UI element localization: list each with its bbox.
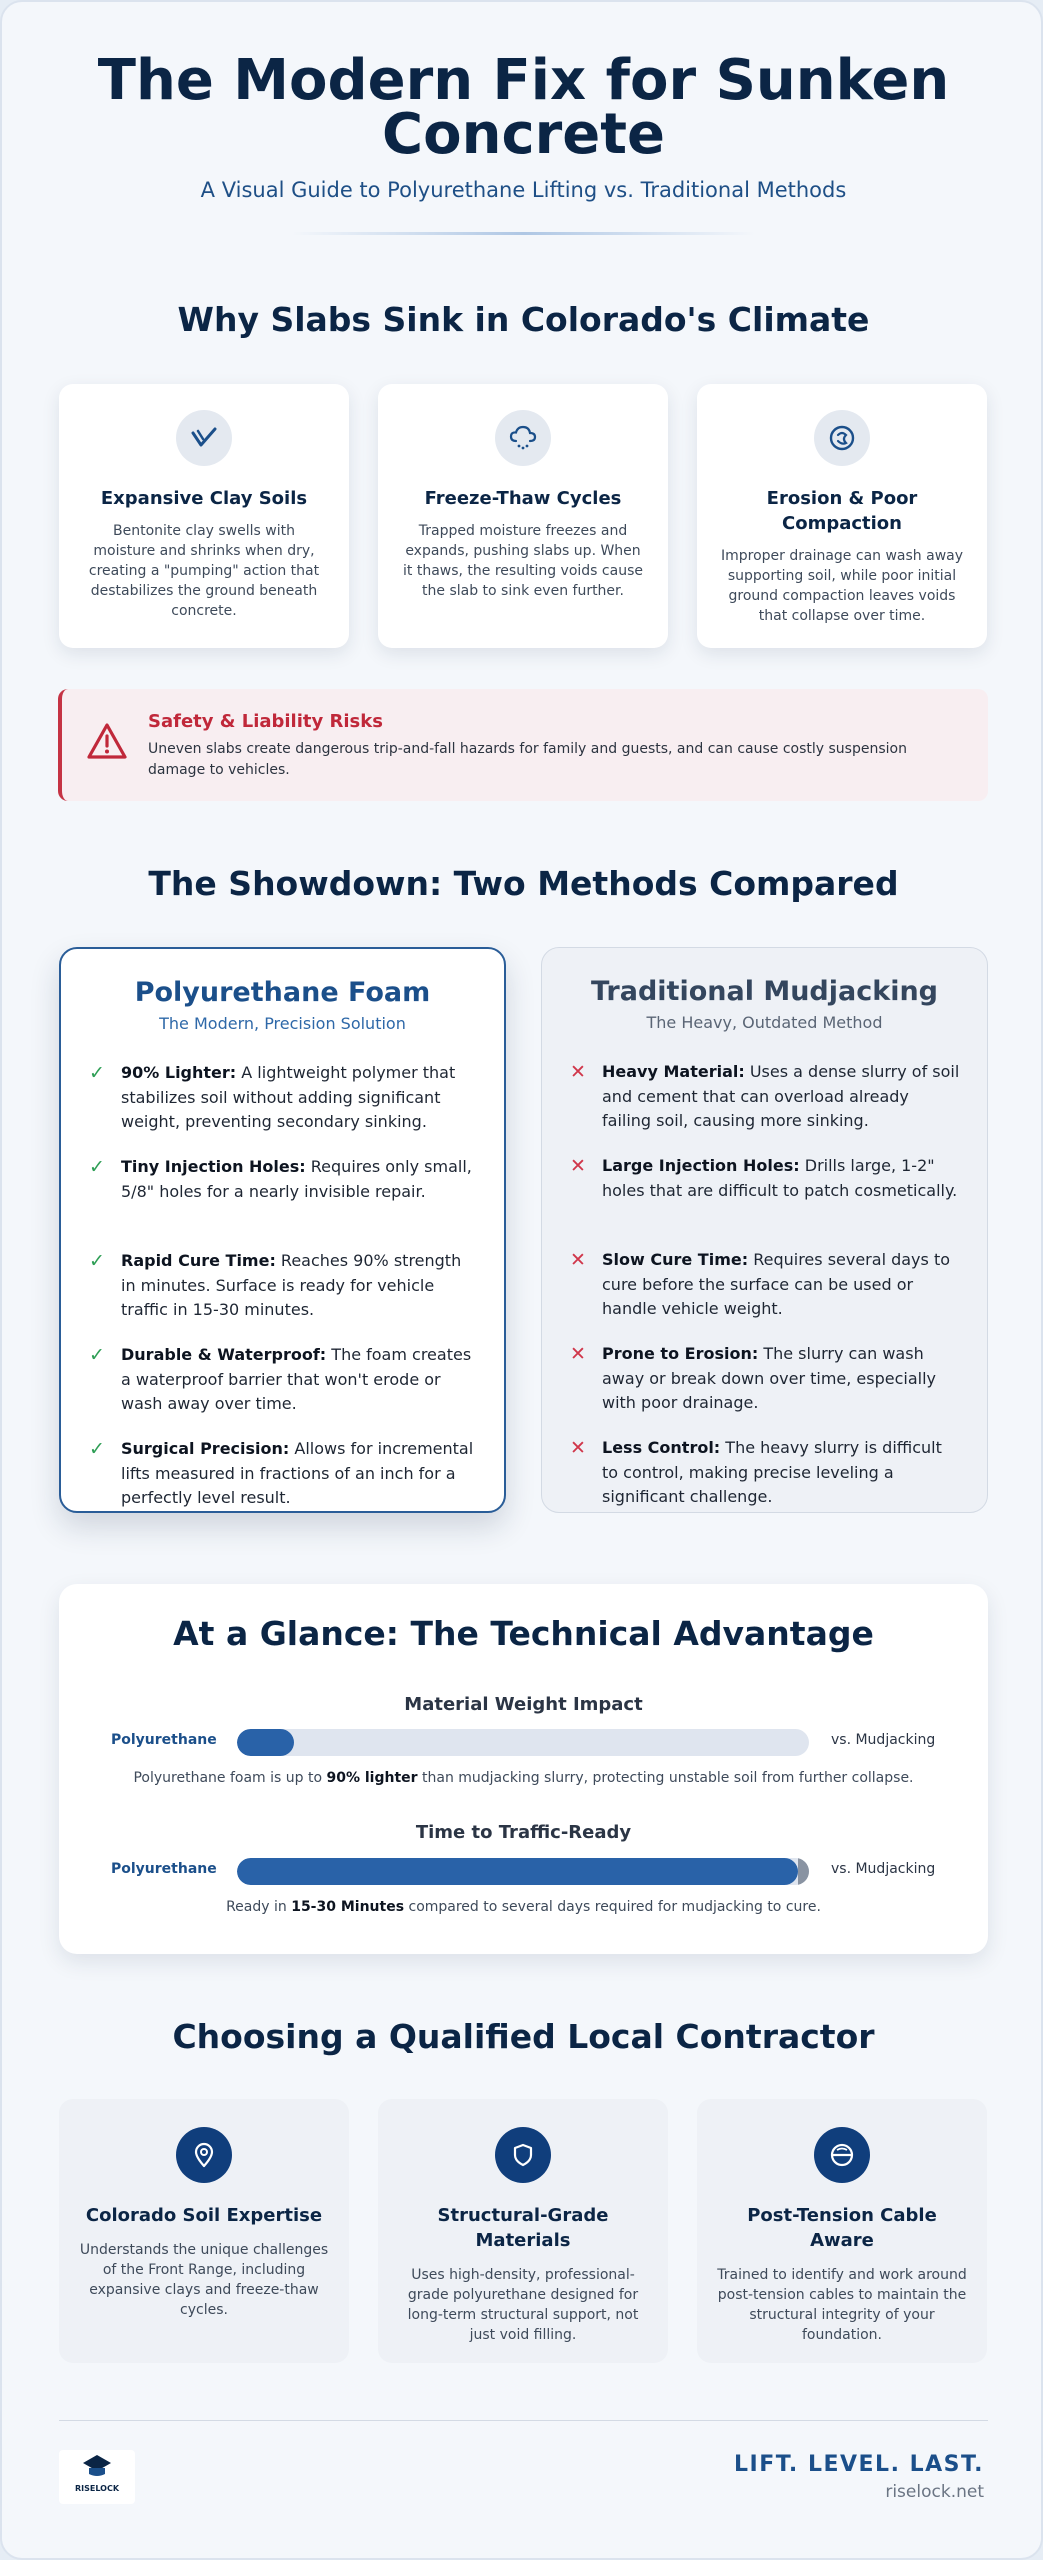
item-text: The slurry can wash away or break down over time, especially with poor drainage. bbox=[602, 1344, 937, 1412]
riselock-logo bbox=[59, 2450, 135, 2504]
cause-card-freeze-thaw bbox=[378, 384, 668, 648]
clay-check-icon bbox=[176, 410, 232, 466]
check-icon: ✓ bbox=[89, 1250, 105, 1272]
metric-title-weight: Material Weight Impact bbox=[404, 1694, 643, 1715]
mudjacking-card bbox=[541, 947, 988, 1513]
contractor-card-text: Uses high-density, professional-grade polyurethane designed for long-term structural support, not just void filling. bbox=[407, 2267, 639, 2343]
risk-callout bbox=[58, 689, 988, 801]
cause-title: Freeze-Thaw Cycles bbox=[424, 488, 622, 509]
list-item bbox=[570, 1342, 961, 1436]
metric-note bbox=[59, 1770, 988, 1786]
note-text: compared to several days required for mudjacking to cure. bbox=[404, 1899, 821, 1915]
cross-icon: ✕ bbox=[570, 1249, 586, 1271]
contractor-card-text: Trained to identify and work around post-tension cables to maintain the structural integrity of your foundation. bbox=[717, 2267, 967, 2343]
note-text: Ready in bbox=[226, 1899, 292, 1915]
list-item bbox=[89, 1437, 478, 1531]
cross-icon: ✕ bbox=[570, 1155, 586, 1177]
item-text: Requires only small, 5/8" holes for a nearly invisible repair. bbox=[121, 1157, 472, 1201]
page-subtitle: A Visual Guide to Polyurethane Lifting vs. Traditional Methods bbox=[200, 178, 847, 202]
list-item bbox=[570, 1154, 961, 1248]
footer-website: riselock.net bbox=[885, 2482, 984, 2502]
cause-card-clay bbox=[59, 384, 349, 648]
cause-text: Bentonite clay swells with moisture and shrinks when dry, creating a "pumping" action that destabilizes the ground beneath concrete. bbox=[88, 523, 320, 619]
item-text: Reaches 90% strength in minutes. Surface is ready for vehicle traffic in 15-30 minutes. bbox=[121, 1251, 462, 1319]
erosion-icon bbox=[814, 410, 870, 466]
contractor-card-title: Structural-Grade Materials bbox=[437, 2205, 609, 2251]
glance-heading: At a Glance: The Technical Advantage bbox=[173, 1614, 874, 1653]
contractor-card-text: Understands the unique challenges of the Front Range, including expansive clays and freeze-thaw cycles. bbox=[79, 2242, 329, 2318]
item-label: Slow Cure Time: bbox=[602, 1250, 749, 1269]
risk-text: Uneven slabs create dangerous trip-and-fall hazards for family and guests, and can cause costly suspension damage to vehicles. bbox=[148, 741, 907, 778]
foam-card bbox=[59, 947, 506, 1513]
risk-title: Safety & Liability Risks bbox=[148, 711, 383, 732]
list-item bbox=[89, 1061, 478, 1155]
cable-circle-icon bbox=[814, 2127, 870, 2183]
item-label: Tiny Injection Holes: bbox=[121, 1157, 306, 1176]
contractor-card-title: Post-Tension Cable Aware bbox=[747, 2205, 937, 2251]
contractor-card-cable bbox=[697, 2099, 987, 2363]
cause-title: Expansive Clay Soils bbox=[100, 488, 308, 509]
cross-icon: ✕ bbox=[570, 1343, 586, 1365]
header-divider bbox=[292, 232, 755, 235]
item-text: The heavy slurry is difficult to control, making precise leveling a significant challenge. bbox=[602, 1438, 942, 1506]
causes-heading: Why Slabs Sink in Colorado's Climate bbox=[177, 300, 870, 339]
footer-tagline: LIFT. LEVEL. LAST. bbox=[734, 2452, 984, 2477]
contractor-card-soil bbox=[59, 2099, 349, 2363]
metric-label: Polyurethane bbox=[111, 1861, 217, 1877]
footer-divider bbox=[59, 2420, 988, 2421]
traffic-bar-fill bbox=[237, 1858, 798, 1885]
list-item bbox=[570, 1248, 961, 1342]
item-label: Rapid Cure Time: bbox=[121, 1251, 276, 1270]
item-text: Allows for incremental lifts measured in fractions of an inch for a perfectly level result. bbox=[121, 1439, 474, 1507]
item-text: Uses a dense slurry of soil and cement that can overload already failing soil, causing more sinking. bbox=[602, 1062, 960, 1130]
note-text: than mudjacking slurry, protecting unstable soil from further collapse. bbox=[417, 1770, 914, 1786]
mudjacking-drawback-list bbox=[542, 1060, 987, 1530]
metric-comparison-label: vs. Mudjacking bbox=[831, 1861, 936, 1877]
glance-panel bbox=[59, 1584, 988, 1954]
cause-text: Improper drainage can wash away supporting soil, while poor initial ground compaction leaves voids that collapse over time. bbox=[720, 548, 964, 624]
list-item bbox=[89, 1343, 478, 1437]
item-label: Large Injection Holes: bbox=[602, 1156, 800, 1175]
metric-title-traffic: Time to Traffic-Ready bbox=[415, 1822, 632, 1843]
contractor-card-title: Colorado Soil Expertise bbox=[85, 2205, 323, 2226]
showdown-heading: The Showdown: Two Methods Compared bbox=[148, 864, 899, 903]
foam-subtitle: The Modern, Precision Solution bbox=[159, 1014, 406, 1033]
mudjacking-subtitle: The Heavy, Outdated Method bbox=[646, 1013, 883, 1032]
item-text: The foam creates a waterproof barrier that won't erode or wash away over time. bbox=[121, 1345, 472, 1413]
foam-title: Polyurethane Foam bbox=[134, 977, 431, 1008]
weight-bar-track bbox=[237, 1729, 809, 1756]
item-label: Heavy Material: bbox=[602, 1062, 745, 1081]
snow-cloud-icon bbox=[495, 410, 551, 466]
list-item bbox=[89, 1155, 478, 1249]
contractor-heading: Choosing a Qualified Local Contractor bbox=[172, 2017, 875, 2056]
item-label: Surgical Precision: bbox=[121, 1439, 290, 1458]
check-icon: ✓ bbox=[89, 1156, 105, 1178]
mudjacking-title: Traditional Mudjacking bbox=[590, 976, 939, 1007]
weight-bar-fill bbox=[237, 1729, 294, 1756]
item-label: 90% Lighter: bbox=[121, 1063, 237, 1082]
list-item bbox=[570, 1060, 961, 1154]
foam-benefit-list bbox=[61, 1061, 504, 1531]
item-label: Durable & Waterproof: bbox=[121, 1345, 327, 1364]
logo-wordmark: RISELOCK bbox=[74, 2484, 120, 2493]
note-highlight: 90% lighter bbox=[326, 1770, 418, 1786]
item-text: Requires several days to cure before the surface can be used or handle vehicle weight. bbox=[602, 1250, 951, 1318]
cross-icon: ✕ bbox=[570, 1437, 586, 1459]
item-text: A lightweight polymer that stabilizes soil without adding significant weight, preventing secondary sinking. bbox=[121, 1063, 456, 1131]
check-icon: ✓ bbox=[89, 1344, 105, 1366]
note-text: Polyurethane foam is up to bbox=[133, 1770, 327, 1786]
shield-icon bbox=[495, 2127, 551, 2183]
cross-icon: ✕ bbox=[570, 1061, 586, 1083]
item-label: Less Control: bbox=[602, 1438, 721, 1457]
check-icon: ✓ bbox=[89, 1438, 105, 1460]
cause-title: Erosion & Poor Compaction bbox=[766, 488, 918, 534]
item-label: Prone to Erosion: bbox=[602, 1344, 759, 1363]
list-item bbox=[89, 1249, 478, 1343]
contractor-card-materials bbox=[378, 2099, 668, 2363]
page-title: The Modern Fix for Sunken Concrete bbox=[97, 48, 950, 167]
traffic-bar-mudjacking-segment bbox=[798, 1858, 809, 1885]
metric-note bbox=[59, 1899, 988, 1915]
check-icon: ✓ bbox=[89, 1062, 105, 1084]
cause-text: Trapped moisture freezes and expands, pushing slabs up. When it thaws, the resulting voids cause the slab to sink even further. bbox=[403, 523, 643, 599]
warning-icon bbox=[86, 721, 128, 765]
metric-label: Polyurethane bbox=[111, 1732, 217, 1748]
note-highlight: 15-30 Minutes bbox=[291, 1899, 405, 1915]
traffic-bar-track bbox=[237, 1858, 809, 1885]
metric-comparison-label: vs. Mudjacking bbox=[831, 1732, 936, 1748]
location-pin-icon bbox=[176, 2127, 232, 2183]
cause-card-erosion bbox=[697, 384, 987, 648]
list-item bbox=[570, 1436, 961, 1530]
item-text: Drills large, 1-2" holes that are difficult to patch cosmetically. bbox=[602, 1156, 958, 1200]
